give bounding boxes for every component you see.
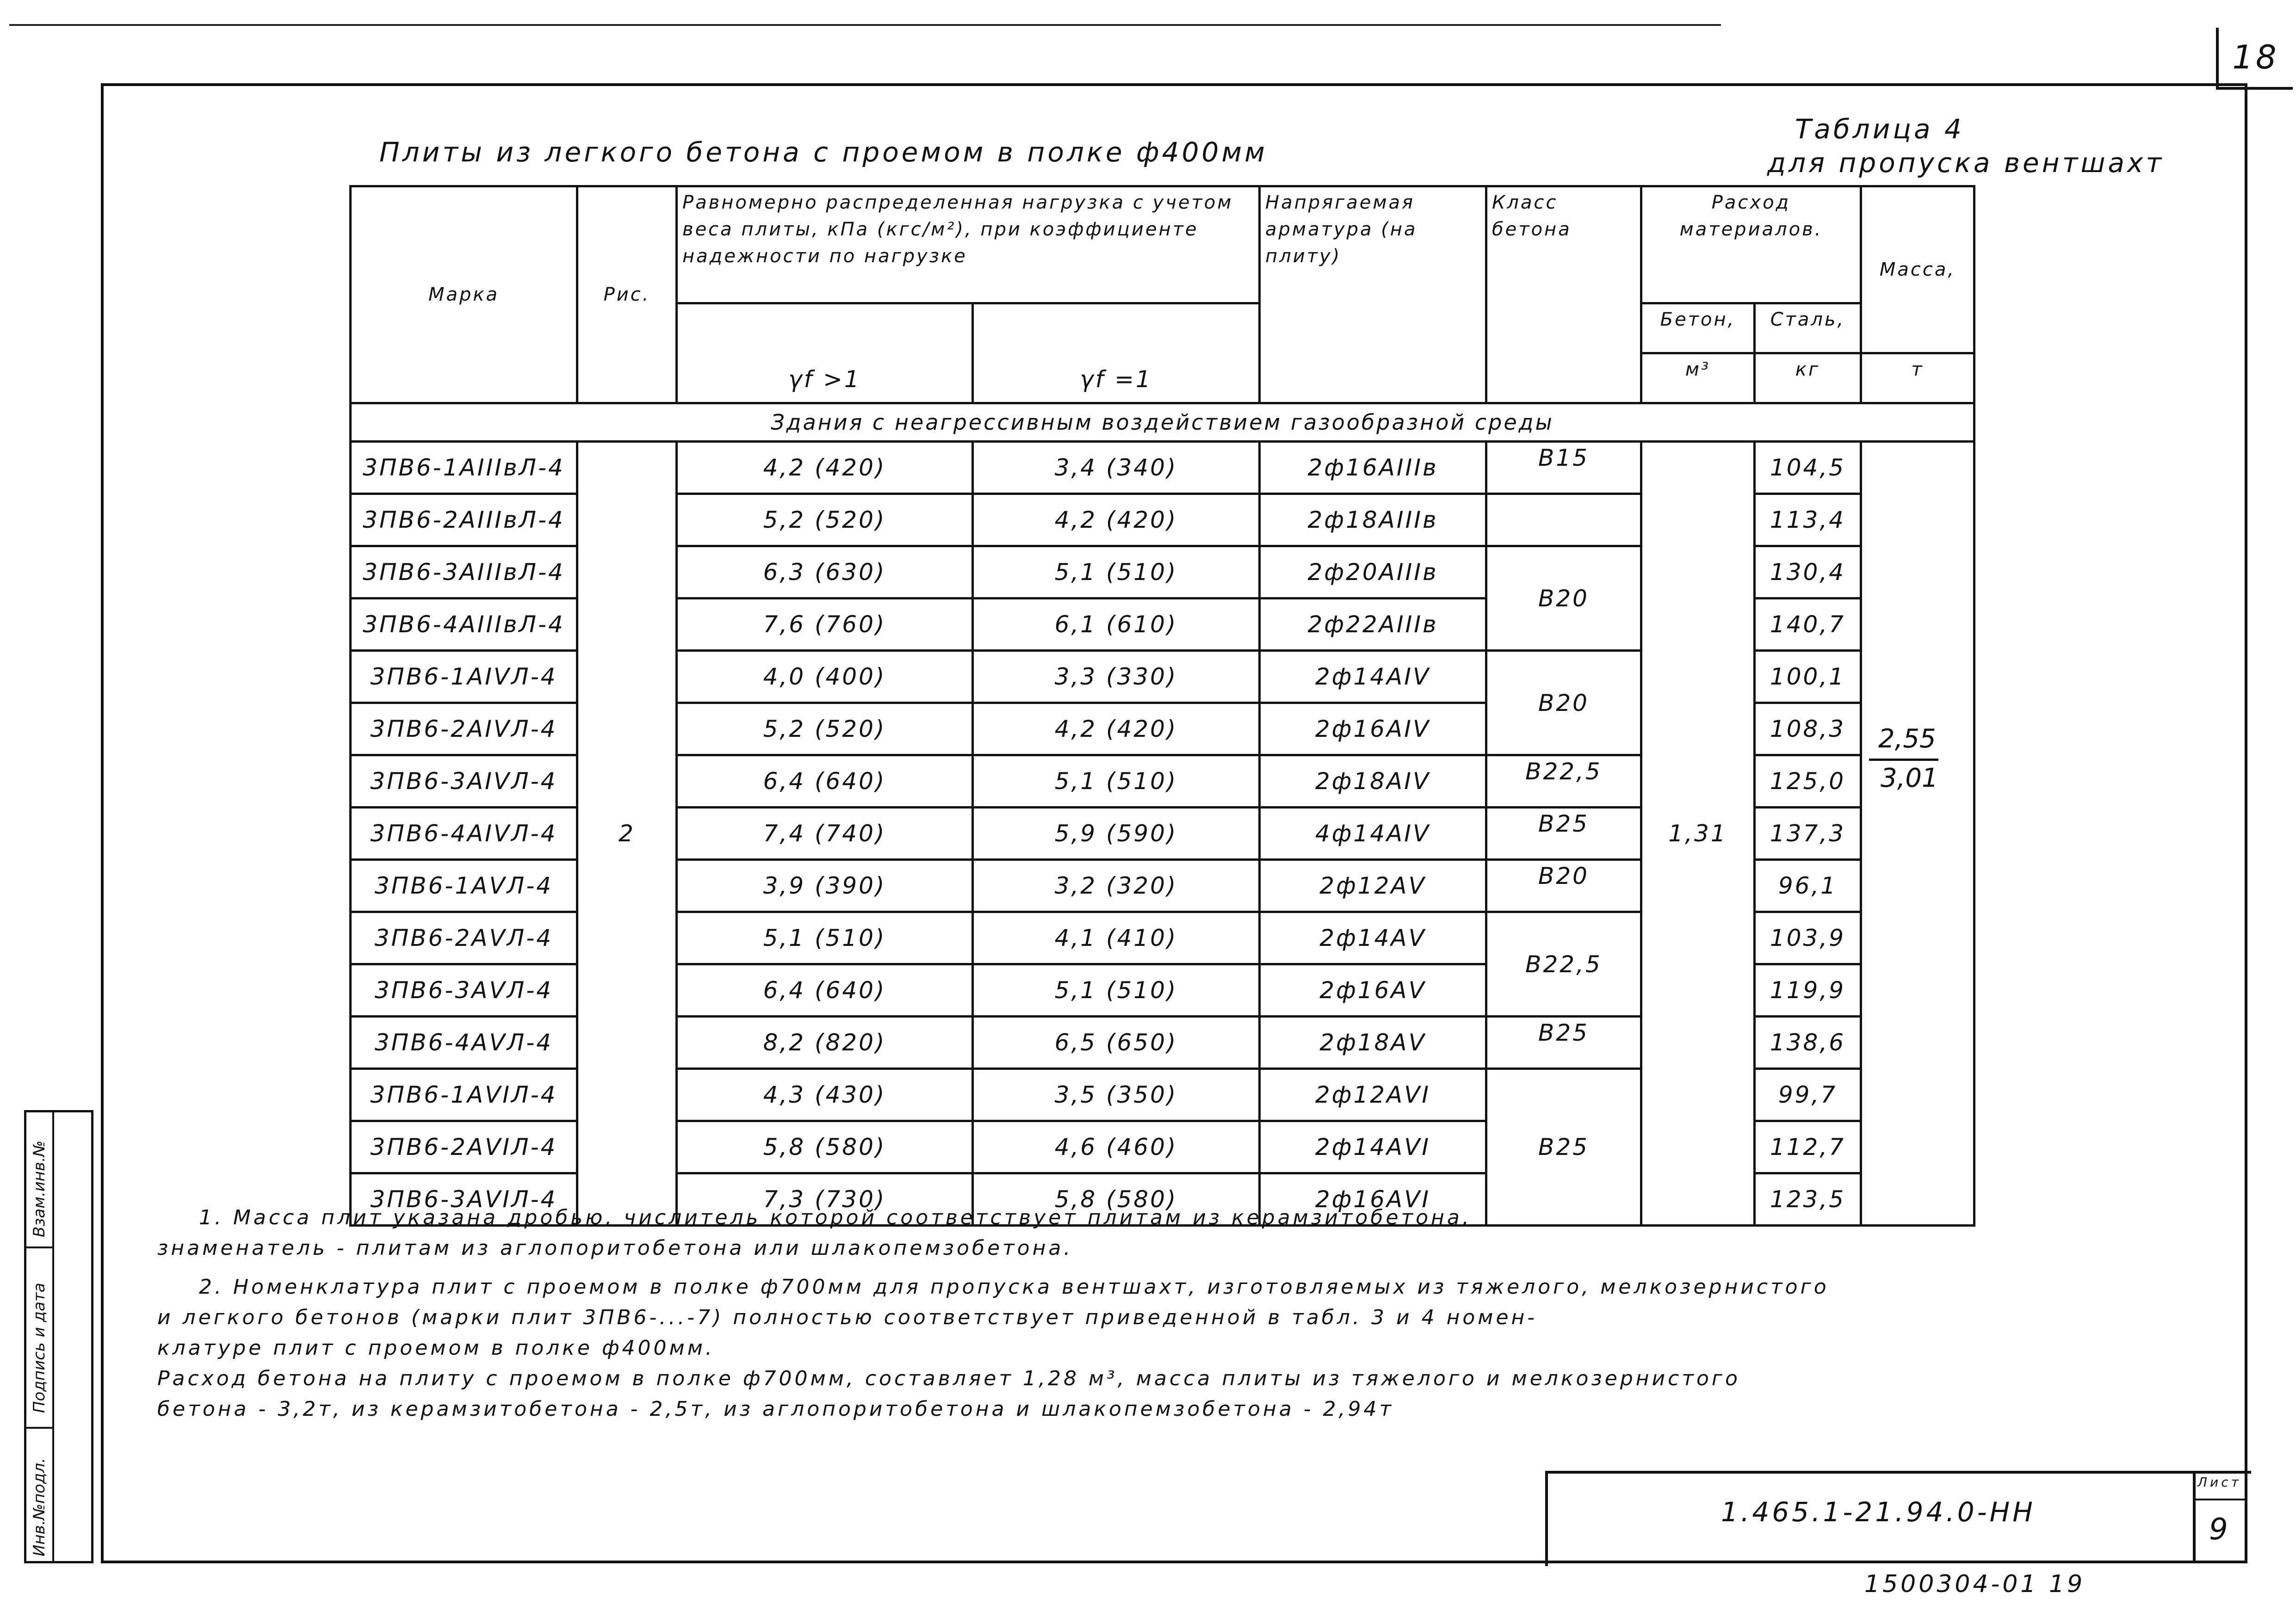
cell-load-eq1: 4,2 (420) [973, 494, 1260, 546]
note-1-line-2: знаменатель - плитам из аглопоритобетона или шлакопемзобетона. [157, 1236, 1073, 1260]
cell-load-eq1: 5,1 (510) [973, 546, 1260, 599]
cell-rebar: 4ф14АIV [1260, 808, 1486, 860]
cell-rebar: 2ф16АIIIв [1260, 442, 1486, 494]
cell-load-eq1: 6,5 (650) [973, 1017, 1260, 1069]
cell-steel: 113,4 [1755, 494, 1861, 546]
cell-load-gt1: 7,3 (730) [677, 1173, 973, 1226]
cell-concrete-class: В22,5 [1486, 912, 1641, 1017]
cell-steel: 104,5 [1755, 442, 1861, 494]
cell-load-eq1: 5,1 (510) [973, 755, 1260, 808]
title-left: Плиты из легкого бетона с проемом в полке ф400мм [379, 136, 1268, 168]
cell-rebar: 2ф16АV [1260, 964, 1486, 1017]
margin-sign: Подпись и дата [30, 1283, 49, 1413]
cell-concrete-class: В20 [1486, 546, 1641, 651]
header-steel-unit: кг [1755, 353, 1861, 403]
page-number: 18 [2216, 28, 2293, 90]
sheet-number: 9 [2209, 1512, 2231, 1547]
table-label: Таблица 4 [1795, 113, 1964, 145]
cell-concrete-volume: 1,31 [1641, 442, 1755, 1226]
archive-code: 1500304-01 19 [1864, 1570, 2086, 1598]
cell-concrete-class [1486, 494, 1641, 546]
note-1-line-1: 1. Масса плит указана дробью, числитель которой соответствует плитам из керамзитобетона, [199, 1206, 1472, 1229]
cell-marka: 3ПВ6-1АIIIвЛ-4 [351, 442, 577, 494]
cell-load-gt1: 4,0 (400) [677, 651, 973, 703]
cell-steel: 119,9 [1755, 964, 1861, 1017]
cell-steel: 130,4 [1755, 546, 1861, 599]
header-load: Равномерно распределенная нагрузка с учетом веса плиты, кПа (кгс/м²), при коэффициенте надежности по нагрузке [677, 186, 1260, 303]
cell-load-eq1: 4,2 (420) [973, 703, 1260, 755]
table-row [351, 442, 1974, 494]
sheet-box-divider [2193, 1499, 2247, 1500]
cell-steel: 99,7 [1755, 1069, 1861, 1121]
cell-load-eq1: 4,1 (410) [973, 912, 1260, 964]
cell-marka: 3ПВ6-2АIVЛ-4 [351, 703, 577, 755]
header-concrete-class: Класс бетона [1486, 186, 1641, 403]
cell-rebar: 2ф16АIV [1260, 703, 1486, 755]
header-rebar: Напрягаемая арматура (на плиту) [1260, 186, 1486, 403]
cell-marka: 3ПВ6-4АIVЛ-4 [351, 808, 577, 860]
cell-marka: 3ПВ6-3АVЛ-4 [351, 964, 577, 1017]
cell-load-gt1: 5,2 (520) [677, 703, 973, 755]
cell-load-eq1: 3,4 (340) [973, 442, 1260, 494]
sheet-label: Лист [2197, 1475, 2241, 1490]
mass-fraction-bar [1869, 759, 1938, 761]
header-concrete-unit-name: Бетон, [1641, 303, 1755, 353]
cell-load-gt1: 8,2 (820) [677, 1017, 973, 1069]
cell-load-eq1: 3,5 (350) [973, 1069, 1260, 1121]
cell-load-eq1: 3,3 (330) [973, 651, 1260, 703]
cell-rebar: 2ф12АVI [1260, 1069, 1486, 1121]
cell-steel: 112,7 [1755, 1121, 1861, 1173]
margin-vzam: Взам.инв.№ [30, 1140, 49, 1237]
cell-load-gt1: 6,3 (630) [677, 546, 973, 599]
cell-load-gt1: 6,4 (640) [677, 964, 973, 1017]
header-row-1 [351, 186, 1974, 303]
cell-steel: 103,9 [1755, 912, 1861, 964]
cell-load-gt1: 5,8 (580) [677, 1121, 973, 1173]
header-gamma-eq1: γf =1 [1080, 366, 1152, 393]
cell-marka: 3ПВ6-4АIIIвЛ-4 [351, 599, 577, 651]
cell-marka: 3ПВ6-1АVЛ-4 [351, 860, 577, 912]
cell-rebar: 2ф14АVI [1260, 1121, 1486, 1173]
cell-steel: 108,3 [1755, 703, 1861, 755]
cell-mass [1861, 442, 1974, 1226]
cell-rebar: 2ф16АVI [1260, 1173, 1486, 1226]
cell-load-eq1: 5,9 (590) [973, 808, 1260, 860]
header-ris: Рис. [577, 186, 677, 403]
note-2-line-4: Расход бетона на плиту с проемом в полке ф700мм, составляет 1,28 м³, масса плиты из тяжелого и мелкозернистого [157, 1367, 1740, 1390]
header-mass-unit: т [1861, 353, 1974, 403]
cell-concrete-class: В20 [1486, 860, 1641, 912]
cell-load-gt1: 5,2 (520) [677, 494, 973, 546]
margin-stamp [24, 1110, 93, 1563]
cell-load-gt1: 5,1 (510) [677, 912, 973, 964]
title-right: для пропуска вентшахт [1767, 147, 2165, 179]
cell-marka: 3ПВ6-1АIVЛ-4 [351, 651, 577, 703]
cell-load-gt1: 7,4 (740) [677, 808, 973, 860]
document-code: 1.465.1-21.94.0-НН [1721, 1496, 2036, 1528]
cell-load-eq1: 3,2 (320) [973, 860, 1260, 912]
header-gamma-gt1: γf >1 [678, 304, 974, 402]
table-body [351, 442, 1974, 1226]
cell-marka: 3ПВ6-2АVЛ-4 [351, 912, 577, 964]
note-2-line-2: и легкого бетонов (марки плит 3ПВ6-...-7) полностью соответствует приведенной в табл. 3 и 4 номен- [157, 1306, 1538, 1329]
cell-steel: 123,5 [1755, 1173, 1861, 1226]
cell-steel: 140,7 [1755, 599, 1861, 651]
cell-rebar: 2ф14АIV [1260, 651, 1486, 703]
margin-stamp-divider [52, 1112, 54, 1561]
header-consumption: Расход материалов. [1641, 186, 1861, 303]
cell-rebar: 2ф18АIIIв [1260, 494, 1486, 546]
mass-denominator: 3,01 [1881, 763, 1938, 793]
header-concrete-unit: м³ [1641, 353, 1755, 403]
margin-inv: Инв.№подл. [30, 1458, 49, 1556]
section-title: Здания с неагрессивным воздействием газообразной среды [351, 403, 1974, 442]
cell-concrete-class: В22,5 [1486, 755, 1641, 808]
sheet-title [379, 136, 1268, 168]
cell-load-gt1: 4,3 (430) [677, 1069, 973, 1121]
cell-marka: 3ПВ6-3АIIIвЛ-4 [351, 546, 577, 599]
cell-rebar: 2ф22АIIIв [1260, 599, 1486, 651]
cell-concrete-class: В20 [1486, 651, 1641, 755]
header-gamma-cell [677, 303, 1260, 403]
cell-marka: 3ПВ6-4АVЛ-4 [351, 1017, 577, 1069]
cell-concrete-class: В25 [1486, 808, 1641, 860]
cell-marka: 3ПВ6-3АIVЛ-4 [351, 755, 577, 808]
cell-steel: 137,3 [1755, 808, 1861, 860]
section-row [351, 403, 1974, 442]
cell-marka: 3ПВ6-3АVIЛ-4 [351, 1173, 577, 1226]
cell-rebar: 2ф14АV [1260, 912, 1486, 964]
cell-marka: 3ПВ6-2АVIЛ-4 [351, 1121, 577, 1173]
cell-load-gt1: 3,9 (390) [677, 860, 973, 912]
cell-marka: 3ПВ6-2АIIIвЛ-4 [351, 494, 577, 546]
note-2-line-1: 2. Номенклатура плит с проемом в полке ф700мм для пропуска вентшахт, изготовляемых из тяжелого, мелкозернистого [199, 1275, 1829, 1299]
cell-concrete-class: В25 [1486, 1069, 1641, 1226]
cell-load-eq1: 4,6 (460) [973, 1121, 1260, 1173]
header-marka: Марка [351, 186, 577, 403]
mass-numerator: 2,55 [1878, 724, 1936, 754]
cell-load-gt1: 4,2 (420) [677, 442, 973, 494]
cell-rebar: 2ф18АIV [1260, 755, 1486, 808]
cell-concrete-class: В25 [1486, 1017, 1641, 1069]
top-edge-line [9, 24, 1721, 26]
cell-rebar: 2ф20АIIIв [1260, 546, 1486, 599]
cell-steel: 100,1 [1755, 651, 1861, 703]
cell-load-eq1: 5,1 (510) [973, 964, 1260, 1017]
note-2-line-3: клатуре плит с проемом в полке ф400мм. [157, 1336, 715, 1360]
note-2-line-5: бетона - 3,2т, из керамзитобетона - 2,5т, из аглопоритобетона и шлакопемзобетона - 2,94т [157, 1397, 1394, 1421]
cell-marka: 3ПВ6-1АVIЛ-4 [351, 1069, 577, 1121]
cell-ris: 2 [577, 442, 677, 1226]
cell-load-gt1: 6,4 (640) [677, 755, 973, 808]
cell-load-eq1: 5,8 (580) [973, 1173, 1260, 1226]
slabs-table [349, 185, 1975, 1227]
cell-load-gt1: 7,6 (760) [677, 599, 973, 651]
header-mass: Масса, [1861, 186, 1974, 353]
cell-steel: 96,1 [1755, 860, 1861, 912]
cell-steel: 125,0 [1755, 755, 1861, 808]
cell-rebar: 2ф18АV [1260, 1017, 1486, 1069]
cell-concrete-class: В15 [1486, 442, 1641, 494]
cell-steel: 138,6 [1755, 1017, 1861, 1069]
cell-rebar: 2ф12АV [1260, 860, 1486, 912]
cell-load-eq1: 6,1 (610) [973, 599, 1260, 651]
header-steel-unit-name: Сталь, [1755, 303, 1861, 353]
